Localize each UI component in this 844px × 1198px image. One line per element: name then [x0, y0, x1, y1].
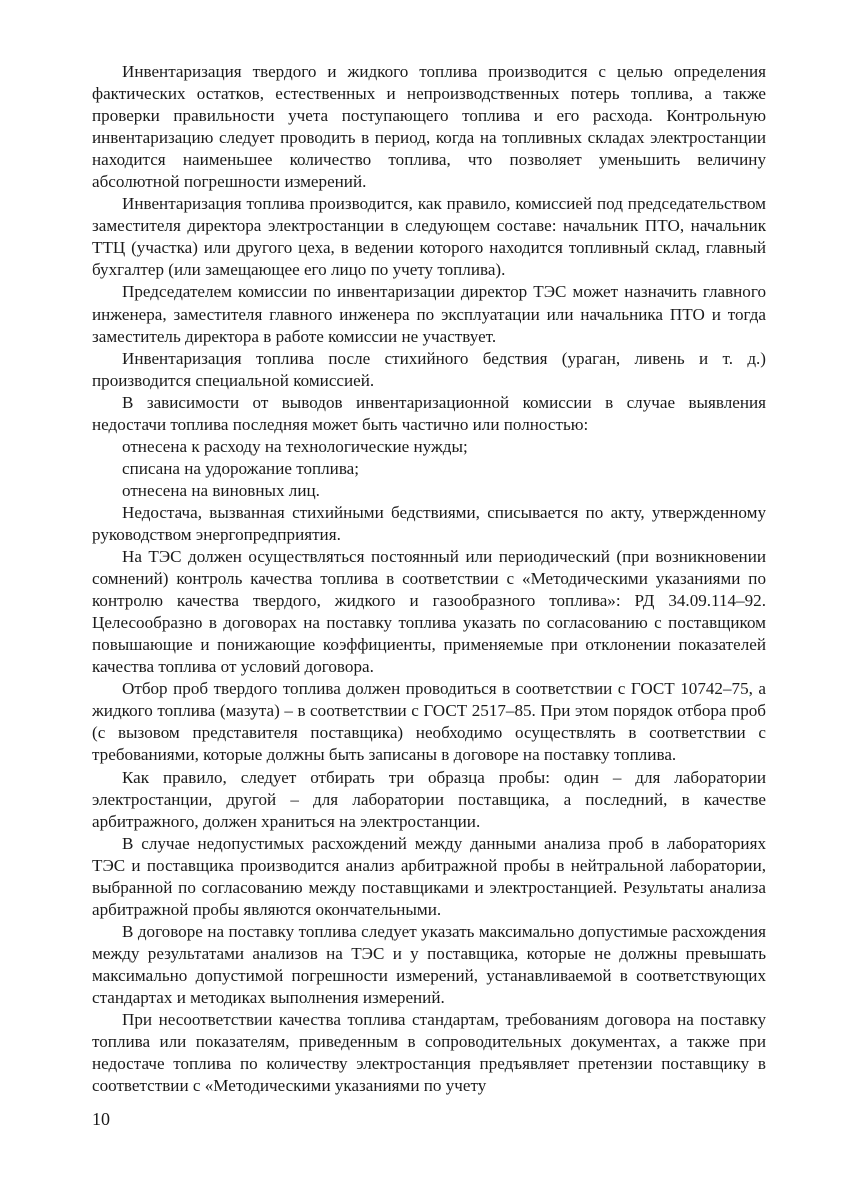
paragraph-claims: При несоответствии качества топлива стандартам, требованиям договора на поставку топлива или показателям, приведенным в сопроводительных документах, а также при недостаче топлива по количеству электростанция предъявляет претензии поставщику в соответствии с «Методическими указаниями по учету [92, 1010, 766, 1096]
paragraph-contract-tolerances: В договоре на поставку топлива следует указать максимально допустимые расхождения между результатами анализов на ТЭС и у поставщика, которые не должны превышать максимально допустимой погрешности измерений, устанавливаемой в соответствующих стандартах и методиках выполнения измерений. [92, 921, 766, 1007]
paragraph-commission-composition: Инвентаризация топлива производится, как правило, комиссией под председательством заместителя директора электростанции в следующем составе: начальник ПТО, начальник ТТЦ (участка) или другого цеха, в ведении которого находится топливный склад, главный бухгалтер (или замещающее его лицо по учету топлива). [92, 194, 766, 280]
paragraph-disaster-shortage: Недостача, вызванная стихийными бедствиями, списывается по акту, утвержденному руководством энергопредприятия. [92, 502, 766, 544]
list-item: списана на удорожание топлива; [122, 458, 360, 478]
paragraph-shortage-conclusions: В зависимости от выводов инвентаризационной комиссии в случае выявления недостачи топлива последняя может быть частично или полностью: [92, 392, 766, 434]
page-body [92, 61, 766, 1097]
paragraph-commission-chairman: Председателем комиссии по инвентаризации директор ТЭС может назначить главного инженера, заместителя главного инженера по эксплуатации или начальника ПТО и тогда заместитель директора в работе комиссии не участвует. [92, 282, 766, 346]
paragraph-disaster-inventory: Инвентаризация топлива после стихийного бедствия (ураган, ливень и т. д.) производится специальной комиссией. [92, 348, 766, 390]
page-number: 10 [92, 1109, 110, 1129]
paragraph-sampling-standards: Отбор проб твердого топлива должен проводиться в соответствии с ГОСТ 10742–75, а жидкого топлива (мазута) – в соответствии с ГОСТ 2517–85. При этом порядок отбора проб (с вызовом представителя поставщика) необходимо осуществлять в соответствии с требованиями, которые должны быть записаны в договоре на поставку топлива. [92, 679, 766, 765]
list-item: отнесена к расходу на технологические нужды; [122, 436, 468, 456]
paragraph-three-samples: Как правило, следует отбирать три образца пробы: один – для лаборатории электростанции, другой – для лаборатории поставщика, а последний, в качестве арбитражного, должен храниться на электростанции. [92, 767, 766, 831]
list-item: отнесена на виновных лиц. [122, 480, 320, 500]
paragraph-arbitration-analysis: В случае недопустимых расхождений между данными анализа проб в лабораториях ТЭС и поставщика производится анализ арбитражной пробы в нейтральной лаборатории, выбранной по согласованию между поставщиками и электростанцией. Результаты анализа арбитражной пробы являются окончательными. [92, 833, 766, 919]
paragraph-quality-control: На ТЭС должен осуществляться постоянный или периодический (при возникновении сомнений) контроль качества топлива в соответствии с «Методическими указаниями по контролю качества твердого, жидкого и газообразного топлива»: РД 34.09.114–92. Целесообразно в договорах на поставку топлива указать по согласованию с поставщиком повышающие и понижающие коэффициенты, применяемые при отклонении показателей качества топлива от условий договора. [92, 547, 766, 677]
paragraph-inventory-purpose: Инвентаризация твердого и жидкого топлива производится с целью определения фактических остатков, естественных и непроизводственных потерь топлива, а также проверки правильности учета поступающего топлива и его расхода. Контрольную инвентаризацию следует проводить в период, когда на топливных складах электростанции находится наименьшее количество топлива, что позволяет уменьшить величину абсолютной погрешности измерений. [92, 62, 766, 192]
